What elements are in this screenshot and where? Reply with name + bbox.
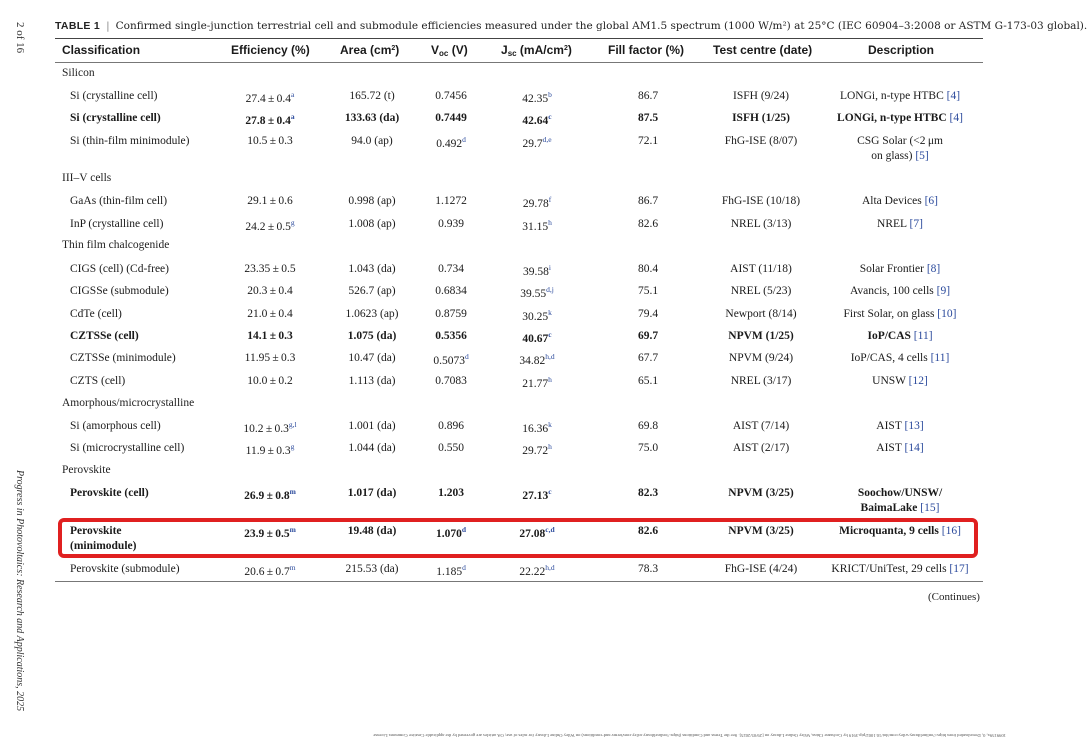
footnote-marker: d	[462, 135, 466, 144]
area-cell: 1.001 (da)	[348, 420, 396, 432]
classification-cell: Perovskite	[70, 525, 122, 537]
description-text: BaimaLake	[860, 502, 918, 514]
jsc-cell-value: 31.15	[522, 221, 549, 233]
efficiency-cell	[244, 263, 295, 275]
caption-text: Confirmed single-junction terrestrial cell and submodule efficiencies measured under the global AM1.5 spectrum (1000 W/m²) at 25°C (IEC 60904–3:2008 or ASTM G-173-03 global).	[115, 20, 1087, 32]
fill-factor-cell: 87.5	[637, 112, 659, 124]
fill-factor-cell: 75.0	[637, 442, 659, 454]
jsc-cell	[522, 330, 551, 345]
area-cell: 94.0 (ap)	[351, 135, 393, 147]
header-area: Area $(cm^2)$	[340, 43, 400, 57]
efficiency-cell-value: 20.3 ± 0.4	[247, 285, 293, 297]
voc-cell-value: 0.5356	[435, 330, 467, 342]
jsc-cell	[522, 112, 551, 127]
header-description: Description	[868, 43, 935, 57]
category-heading: Amorphous/microcrystalline	[62, 397, 195, 409]
fill-factor-cell: 75.1	[637, 285, 659, 297]
description-text: First Solar, on glass	[843, 308, 935, 320]
footnote-marker: h,d	[545, 352, 555, 361]
footnote-marker: d	[462, 563, 466, 572]
description-text: LONGi, n-type HTBC	[837, 112, 947, 124]
voc-cell	[433, 352, 468, 367]
classification-cell: Perovskite (cell)	[70, 487, 149, 499]
jsc-cell	[522, 487, 551, 502]
voc-cell	[435, 285, 467, 297]
jsc-cell-value: 29.7	[522, 138, 543, 150]
footnote-marker: m	[289, 525, 296, 534]
reference-link[interactable]: [10]	[937, 308, 957, 320]
footnote-marker: g	[290, 218, 295, 227]
efficiency-cell	[245, 112, 294, 127]
voc-cell-value: 1.185	[436, 566, 463, 578]
reference-link[interactable]: [4]	[946, 90, 961, 102]
fill-factor-cell: 72.1	[637, 135, 659, 147]
fill-factor-cell: 80.4	[637, 263, 659, 275]
header-test-centre: Test centre (date)	[713, 43, 813, 57]
voc-cell	[435, 90, 467, 102]
efficiency-cell-value: 23.35 ± 0.5	[244, 263, 296, 275]
efficiency-cell	[244, 487, 296, 502]
jsc-cell-value: 27.13	[522, 490, 549, 502]
description-text: IoP/CAS, 4 cells	[850, 352, 928, 364]
footnote-marker: a	[290, 112, 295, 121]
page-number: 2 of 16	[14, 22, 26, 54]
table-row	[0, 135, 1014, 165]
description-cell	[877, 218, 923, 230]
description-text: IoP/CAS	[867, 330, 911, 342]
jsc-cell-value: 29.72	[522, 445, 549, 457]
efficiency-cell-value: 23.9 ± 0.5	[244, 528, 290, 540]
jsc-cell-value: 21.77	[522, 378, 549, 390]
header-classification: Classification	[62, 43, 141, 57]
description-text: AIST	[876, 442, 902, 454]
footnote-marker: g	[290, 442, 295, 451]
category-heading: Silicon	[62, 67, 95, 79]
efficiency-cell-value: 27.8 ± 0.4	[245, 115, 291, 127]
table-row	[0, 563, 1014, 593]
efficiency-cell-value: 14.1 ± 0.3	[247, 330, 293, 342]
jsc-cell	[522, 308, 552, 323]
jsc-cell-value: 27.08	[519, 528, 546, 540]
test-centre-cell: NREL (5/23)	[730, 285, 792, 297]
reference-link[interactable]: [12]	[908, 375, 928, 387]
table-header-rule	[55, 62, 983, 63]
test-centre-cell: ISFH (1/25)	[732, 112, 790, 124]
voc-cell-value: 0.7083	[435, 375, 467, 387]
description-cell	[860, 263, 941, 275]
footnote-marker: g,l	[288, 420, 297, 429]
reference-link[interactable]: [11]	[930, 352, 950, 364]
efficiency-cell-value: 27.4 ± 0.4	[245, 93, 292, 105]
voc-cell-value: 0.492	[436, 138, 463, 150]
table-row	[0, 218, 1014, 248]
jsc-cell	[520, 285, 554, 300]
journal-name: Progress in Photovoltaics: Research and Applications, 2025	[14, 470, 25, 712]
fill-factor-cell: 82.6	[637, 218, 659, 230]
efficiency-cell	[247, 195, 292, 207]
efficiency-cell-value: 11.9 ± 0.3	[245, 445, 291, 457]
table-row	[0, 487, 1014, 517]
test-centre-cell: NPVM (3/25)	[728, 525, 794, 537]
jsc-cell-value: 39.58	[523, 266, 549, 278]
jsc-cell	[523, 195, 551, 210]
jsc-cell	[522, 442, 552, 457]
test-centre-cell: Newport (8/14)	[725, 308, 797, 320]
classification-cell: CZTSSe (cell)	[70, 330, 139, 342]
classification-cell: CZTS (cell)	[70, 375, 126, 387]
area-cell: 0.998 (ap)	[348, 195, 396, 207]
reference-link[interactable]: [17]	[949, 563, 969, 575]
jsc-cell-value: 29.78	[522, 198, 549, 210]
caption-separator: |	[106, 20, 110, 32]
table-label: TABLE 1	[55, 20, 101, 32]
description-cell	[840, 90, 960, 102]
description-cell	[876, 442, 923, 454]
voc-cell	[435, 195, 467, 207]
efficiency-cell	[247, 330, 292, 342]
classification-cell-line2: (minimodule)	[70, 540, 137, 552]
classification-cell: CIGS (cell) (Cd-free)	[70, 263, 169, 275]
voc-cell-value: 0.550	[438, 442, 464, 454]
jsc-cell	[519, 352, 554, 367]
voc-cell-value: 0.896	[438, 420, 464, 432]
category-heading: Perovskite	[62, 464, 111, 476]
jsc-cell	[522, 135, 551, 150]
header-efficiency: Efficiency (%)	[231, 43, 310, 57]
reference-link[interactable]: [5]	[915, 150, 929, 162]
efficiency-cell	[243, 420, 296, 435]
reference-link[interactable]: [11]	[913, 330, 933, 342]
efficiency-cell-value: 20.6 ± 0.7	[244, 566, 290, 578]
test-centre-cell: NPVM (9/24)	[728, 352, 794, 364]
area-cell: 165.72 (t)	[349, 90, 395, 102]
table-row	[0, 375, 1014, 405]
footnote-marker: c	[548, 330, 552, 339]
header-voc: $V_{oc}$ (V)	[431, 43, 468, 58]
voc-cell	[438, 487, 464, 499]
footnote-marker: d	[464, 352, 469, 361]
footnote-marker: c,d	[545, 525, 555, 534]
efficiency-cell	[245, 218, 294, 233]
test-centre-cell: NREL (3/17)	[730, 375, 792, 387]
voc-cell-value: 0.7449	[435, 112, 467, 124]
classification-cell: CZTSSe (minimodule)	[70, 352, 176, 364]
area-cell: 1.017 (da)	[347, 487, 397, 499]
voc-cell	[436, 563, 466, 578]
reference-link[interactable]: [4]	[949, 112, 963, 124]
footnote-marker: d,e	[542, 135, 552, 144]
footnote-marker: b	[548, 90, 552, 99]
fill-factor-cell: 65.1	[637, 375, 659, 387]
fill-factor-cell: 86.7	[637, 195, 659, 207]
table-top-rule	[55, 38, 983, 39]
test-centre-cell: NPVM (3/25)	[728, 487, 794, 499]
voc-cell-value: 0.7456	[435, 90, 467, 102]
classification-cell: Perovskite (submodule)	[70, 563, 180, 575]
description-text: Microquanta, 9 cells	[839, 525, 939, 537]
reference-link[interactable]: [15]	[920, 502, 940, 514]
area-cell: 215.53 (da)	[345, 563, 399, 575]
classification-cell: CIGSSe (submodule)	[70, 285, 169, 297]
efficiency-cell	[246, 442, 295, 457]
footnote-marker: d	[461, 525, 467, 534]
efficiency-cell	[244, 563, 295, 578]
fill-factor-cell: 69.8	[637, 420, 659, 432]
voc-cell	[438, 420, 464, 432]
fill-factor-cell: 86.7	[637, 90, 659, 102]
efficiency-cell-value: 11.95 ± 0.3	[244, 352, 296, 364]
footnote-marker: m	[289, 563, 296, 572]
area-cell: 526.7 (ap)	[348, 285, 396, 297]
footnote-marker: h,d	[545, 563, 555, 572]
area-cell: 1.113 (da)	[348, 375, 396, 387]
description-text: CSG Solar (<2 μm	[857, 135, 943, 147]
description-cell	[851, 352, 950, 364]
voc-cell-value: 0.6834	[435, 285, 467, 297]
footnote-marker: k	[548, 308, 552, 317]
footnote-marker: a	[291, 90, 295, 99]
reference-link[interactable]: [6]	[924, 195, 939, 207]
voc-cell	[435, 330, 467, 342]
classification-cell: GaAs (thin-film cell)	[70, 195, 168, 207]
area-cell: 1.075 (da)	[347, 330, 397, 342]
area-cell: 1.008 (ap)	[348, 218, 396, 230]
fill-factor-cell: 82.3	[637, 487, 659, 499]
jsc-cell-value: 40.67	[522, 333, 549, 345]
description-cell	[876, 420, 923, 432]
efficiency-cell	[247, 135, 292, 147]
description-cell	[858, 487, 942, 499]
footnote-marker: k	[548, 420, 552, 429]
efficiency-cell-value: 10.0 ± 0.2	[247, 375, 293, 387]
test-centre-cell: ISFH (9/24)	[733, 90, 789, 102]
description-text: KRICT/UniTest, 29 cells	[831, 563, 947, 575]
area-cell: 19.48 (da)	[347, 525, 397, 537]
efficiency-cell	[246, 90, 295, 105]
jsc-cell	[523, 263, 551, 278]
description-text: Soochow/UNSW/	[857, 487, 943, 499]
description-cell	[862, 195, 938, 207]
efficiency-cell	[247, 308, 292, 320]
classification-cell: Si (thin-film minimodule)	[70, 135, 190, 147]
voc-cell	[438, 442, 464, 454]
voc-cell-value: 0.939	[438, 218, 464, 230]
voc-cell	[435, 112, 467, 124]
area-cell: 10.47 (da)	[348, 352, 396, 364]
test-centre-cell: AIST (11/18)	[730, 263, 792, 275]
description-cell	[831, 563, 968, 575]
fill-factor-cell: 78.3	[637, 563, 659, 575]
footnote-marker: h	[548, 218, 552, 227]
test-centre-cell: AIST (7/14)	[732, 420, 790, 432]
fill-factor-cell: 69.7	[637, 330, 659, 342]
voc-cell	[436, 135, 466, 150]
test-centre-cell: AIST (2/17)	[732, 442, 790, 454]
header-fill-factor: Fill factor (%)	[608, 43, 685, 57]
table-caption	[55, 20, 1087, 32]
classification-cell: Si (crystalline cell)	[70, 112, 161, 124]
voc-cell	[438, 263, 464, 275]
description-text: UNSW	[872, 375, 906, 387]
voc-cell	[435, 375, 467, 387]
description-cell	[872, 375, 928, 387]
footnote-marker: h	[548, 442, 552, 451]
efficiency-cell-value: 26.9 ± 0.8	[244, 490, 290, 502]
voc-cell	[435, 308, 467, 320]
footnote-marker: h	[548, 375, 552, 384]
description-text: Solar Frontier	[859, 263, 924, 275]
area-cell: 1.0623 (ap)	[345, 308, 399, 320]
test-centre-cell: NPVM (1/25)	[728, 330, 794, 342]
voc-cell-value: 0.734	[438, 263, 464, 275]
area-cell: 1.043 (da)	[348, 263, 396, 275]
jsc-cell-value: 30.25	[522, 311, 549, 323]
table-row	[0, 442, 1014, 472]
description-cell	[844, 308, 957, 320]
description-text: LONGi, n-type HTBC	[839, 90, 944, 102]
footnote-marker: f	[548, 195, 552, 204]
test-centre-cell: FhG-ISE (10/18)	[721, 195, 801, 207]
area-cell: 133.63 (da)	[344, 112, 400, 124]
voc-cell	[438, 218, 464, 230]
jsc-cell-value: 42.35	[522, 93, 549, 105]
efficiency-cell-value: 24.2 ± 0.5	[245, 221, 291, 233]
description-cell	[867, 330, 932, 342]
download-notice: 1099159x, 0, Downloaded from https://onlinelibrary.wiley.com/doi/10.1002/pip.3919 by Cochrane China, Wiley Online Library on [29/05/2025]. See the Terms and Conditions (https://onlinelibrary.wiley.com/terms-and-conditions) on Wiley Online Library for rules of use; OA articles are governed by the applicable Creative Commons License	[373, 733, 1006, 738]
reference-link[interactable]: [14]	[904, 442, 924, 454]
voc-cell-value: 0.5073	[433, 355, 465, 367]
efficiency-cell	[245, 352, 296, 364]
fill-factor-cell: 79.4	[637, 308, 659, 320]
test-centre-cell: NREL (3/13)	[730, 218, 792, 230]
area-cell: 1.044 (da)	[348, 442, 396, 454]
jsc-cell-value: 39.55	[520, 288, 547, 300]
fill-factor-cell: 67.7	[637, 352, 659, 364]
jsc-cell	[522, 218, 552, 233]
fill-factor-cell: 82.6	[637, 525, 659, 537]
description-cell	[857, 135, 943, 147]
jsc-cell-value: 34.82	[519, 355, 546, 367]
reference-link[interactable]: [13]	[904, 420, 924, 432]
classification-cell: Si (microcrystalline cell)	[70, 442, 185, 454]
classification-cell: Si (crystalline cell)	[70, 90, 158, 102]
jsc-cell	[522, 375, 552, 390]
description-text: Alta Devices	[861, 195, 922, 207]
classification-cell: CdTe (cell)	[70, 308, 122, 320]
jsc-cell	[522, 420, 552, 435]
classification-cell: InP (crystalline cell)	[70, 218, 164, 230]
reference-link[interactable]: [9]	[936, 285, 951, 297]
continues-note: (Continues)	[928, 591, 980, 603]
jsc-cell-value: 16.36	[522, 423, 549, 435]
category-heading: III–V cells	[62, 172, 112, 184]
jsc-cell-value: 22.22	[519, 566, 546, 578]
reference-link[interactable]: [7]	[909, 218, 923, 230]
description-cell-line2	[871, 150, 929, 162]
footnote-marker: c	[548, 487, 552, 496]
description-text: AIST	[876, 420, 902, 432]
description-cell	[837, 112, 963, 124]
jsc-cell-value: 42.64	[522, 115, 549, 127]
classification-cell: Si (amorphous cell)	[70, 420, 161, 432]
efficiency-cell-value: 29.1 ± 0.6	[247, 195, 293, 207]
reference-link[interactable]: [8]	[926, 263, 941, 275]
test-centre-cell: FhG-ISE (4/24)	[724, 563, 798, 575]
header-jsc: $J_{sc}$ $(mA/cm^2)$	[501, 43, 572, 58]
voc-cell-value: 1.1272	[435, 195, 467, 207]
footnote-marker: m	[289, 487, 296, 496]
footnote-marker: i	[548, 263, 551, 272]
efficiency-cell-value: 10.5 ± 0.3	[247, 135, 293, 147]
description-cell	[850, 285, 950, 297]
highlight-box	[58, 518, 978, 558]
footnote-marker: c	[548, 112, 552, 121]
footnote-marker: d,j	[546, 285, 554, 294]
voc-cell-value: 0.8759	[435, 308, 467, 320]
efficiency-cell	[247, 375, 292, 387]
voc-cell-value: 1.070	[435, 528, 462, 540]
description-text: Avancis, 100 cells	[849, 285, 934, 297]
test-centre-cell: FhG-ISE (8/07)	[724, 135, 798, 147]
description-cell-line2	[861, 502, 940, 514]
description-text: on glass)	[871, 150, 913, 162]
efficiency-cell	[247, 285, 292, 297]
description-text: NREL	[877, 218, 907, 230]
efficiency-cell-value: 21.0 ± 0.4	[247, 308, 293, 320]
category-heading: Thin film chalcogenide	[62, 239, 170, 251]
voc-cell-value: 1.203	[438, 487, 464, 499]
reference-link[interactable]: [16]	[941, 525, 961, 537]
jsc-cell	[519, 563, 554, 578]
efficiency-cell-value: 10.2 ± 0.3	[243, 423, 289, 435]
jsc-cell	[522, 90, 552, 105]
